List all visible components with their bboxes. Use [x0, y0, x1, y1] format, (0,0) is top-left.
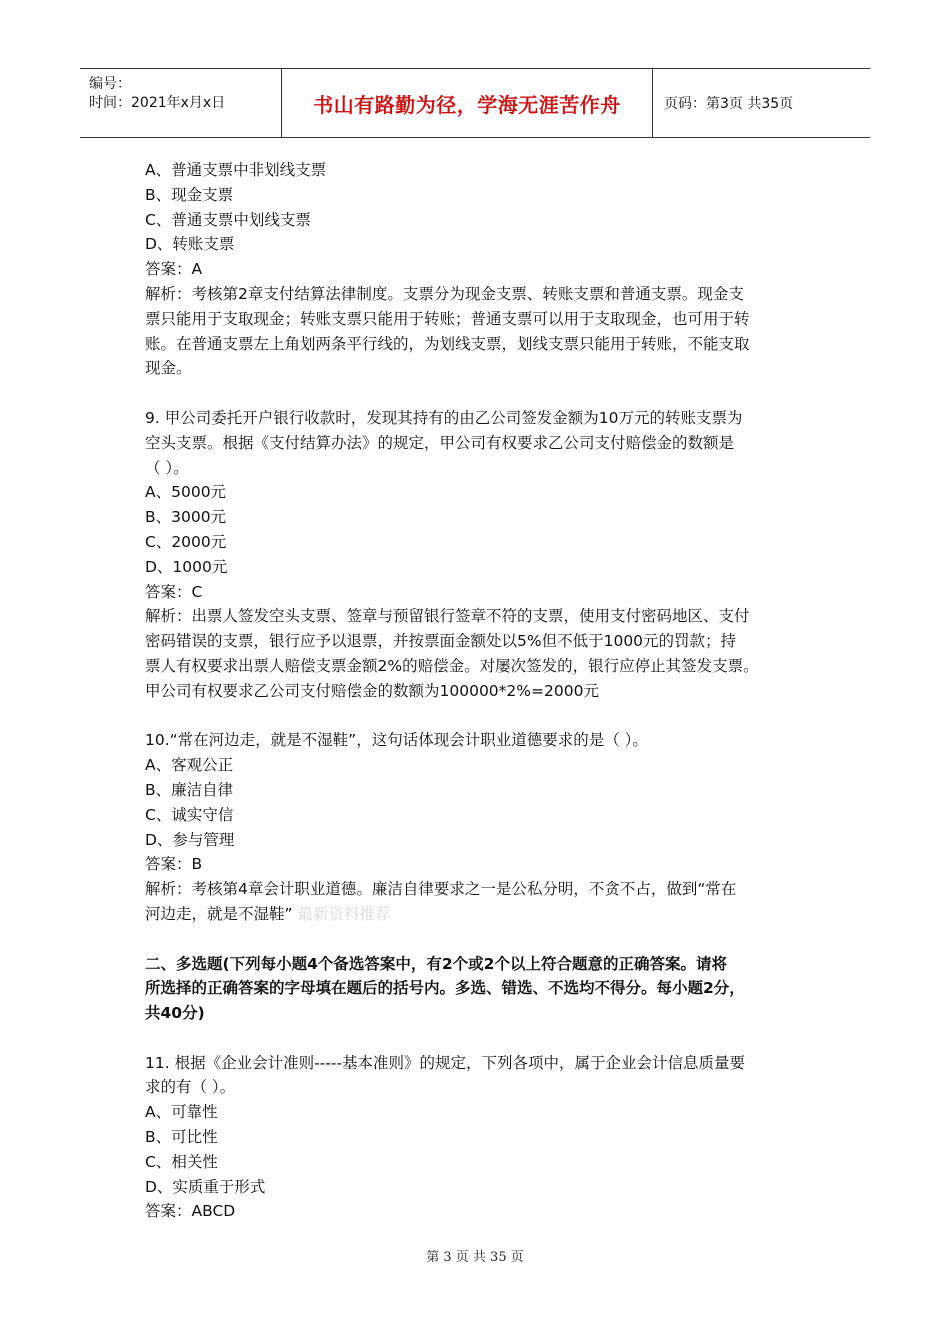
text-line: 11. 根据《企业会计准则-----基本准则》的规定，下列各项中，属于企业会计信息质量要 [145, 1053, 746, 1072]
text-line: D、1000元 [145, 557, 228, 576]
text-line: A、可靠性 [145, 1103, 218, 1122]
header-motto-cell [282, 69, 653, 137]
blank-line [145, 704, 805, 729]
text-line: 10.“常在河边走，就是不湿鞋”，这句话体现会计职业道德要求的是（ ）。 [145, 731, 648, 750]
text-line: 求的有（ ）。 [145, 1078, 236, 1097]
text-line: D、实质重于形式 [145, 1177, 266, 1196]
text-line: B、现金支票 [145, 185, 234, 204]
text-line: C、普通支票中划线支票 [145, 210, 311, 229]
text-line: D、参与管理 [145, 830, 235, 849]
blank-line [145, 381, 805, 406]
faint-watermark-text: 最新资料推荐 [292, 904, 391, 923]
text-line: A、5000元 [145, 483, 227, 502]
page-header [80, 68, 870, 138]
text-line: 空头支票。根据《支付结算办法》的规定，甲公司有权要求乙公司支付赔偿金的数额是 [145, 433, 735, 452]
text-line: 答案：B [145, 855, 203, 874]
text-line: C、相关性 [145, 1152, 218, 1171]
text-line: 账。在普通支票左上角划两条平行线的，为划线支票，划线支票只能用于转账，不能支取 [145, 334, 750, 353]
text-line: B、可比性 [145, 1128, 218, 1147]
text-line: 共40分) [145, 1004, 205, 1023]
text-line: （ ）。 [145, 458, 189, 477]
text-line: 票人有权要求出票人赔偿支票金额2%的赔偿金。对屡次签发的，银行应停止其签发支票。 [145, 656, 759, 675]
blank-line [145, 1026, 805, 1051]
text-line: B、廉洁自律 [145, 780, 234, 799]
text-line: 密码错误的支票，银行应予以退票，并按票面金额处以5%但不低于1000元的罚款；持 [145, 632, 737, 651]
blank-line [145, 927, 805, 952]
text-line: 现金。 [145, 359, 192, 378]
text-line: C、诚实守信 [145, 805, 234, 824]
text-line: 票只能用于支取现金；转账支票只能用于转账；普通支票可以用于支取现金，也可用于转 [145, 309, 750, 328]
text-line: 解析：考核第4章会计职业道德。廉洁自律要求之一是公私分明，不贪不占，做到“常在 [145, 880, 737, 899]
page-footer: 第 3 页 共 35 页 [426, 1250, 524, 1265]
header-left-cell [80, 69, 282, 137]
text-line: C、2000元 [145, 532, 227, 551]
text-line: D、转账支票 [145, 235, 235, 254]
motto-text: 书山有路勤为径，学海无涯苦作舟 [313, 92, 621, 117]
text-line: 解析：出票人签发空头支票、签章与预留银行签章不符的支票，使用支付密码地区、支付 [145, 607, 750, 626]
header-right-cell [653, 69, 870, 137]
time-label: 时间：2021年x月x日 [89, 95, 226, 111]
text-line: B、3000元 [145, 508, 227, 527]
text-line: 甲公司有权要求乙公司支付赔偿金的数额为100000*2%=2000元 [145, 681, 599, 700]
number-label: 编号： [89, 76, 131, 92]
text-line: 解析：考核第2章支付结算法律制度。支票分为现金支票、转账支票和普通支票。现金支 [145, 284, 744, 303]
text-line: 答案：ABCD [145, 1202, 236, 1221]
text-line: A、普通支票中非划线支票 [145, 161, 327, 179]
text-line: 答案：C [145, 582, 203, 601]
text-line: 河边走，就是不湿鞋” 最新资料推荐 [145, 904, 391, 923]
text-line: 答案：A [145, 260, 203, 279]
text-line: 9. 甲公司委托开户银行收款时，发现其持有的由乙公司签发金额为10万元的转账支票为 [145, 408, 743, 427]
text-line: A、客观公正 [145, 756, 234, 775]
page-info: 页码：第3页 共35页 [664, 96, 794, 112]
text-line: 二、多选题(下列每小题4个备选答案中，有2个或2个以上符合题意的正确答案。请将 [145, 954, 727, 973]
text-line: 所选择的正确答案的字母填在题后的括号内。多选、错选、不选均不得分。每小题2分， [145, 979, 745, 998]
document-body [145, 158, 805, 1224]
